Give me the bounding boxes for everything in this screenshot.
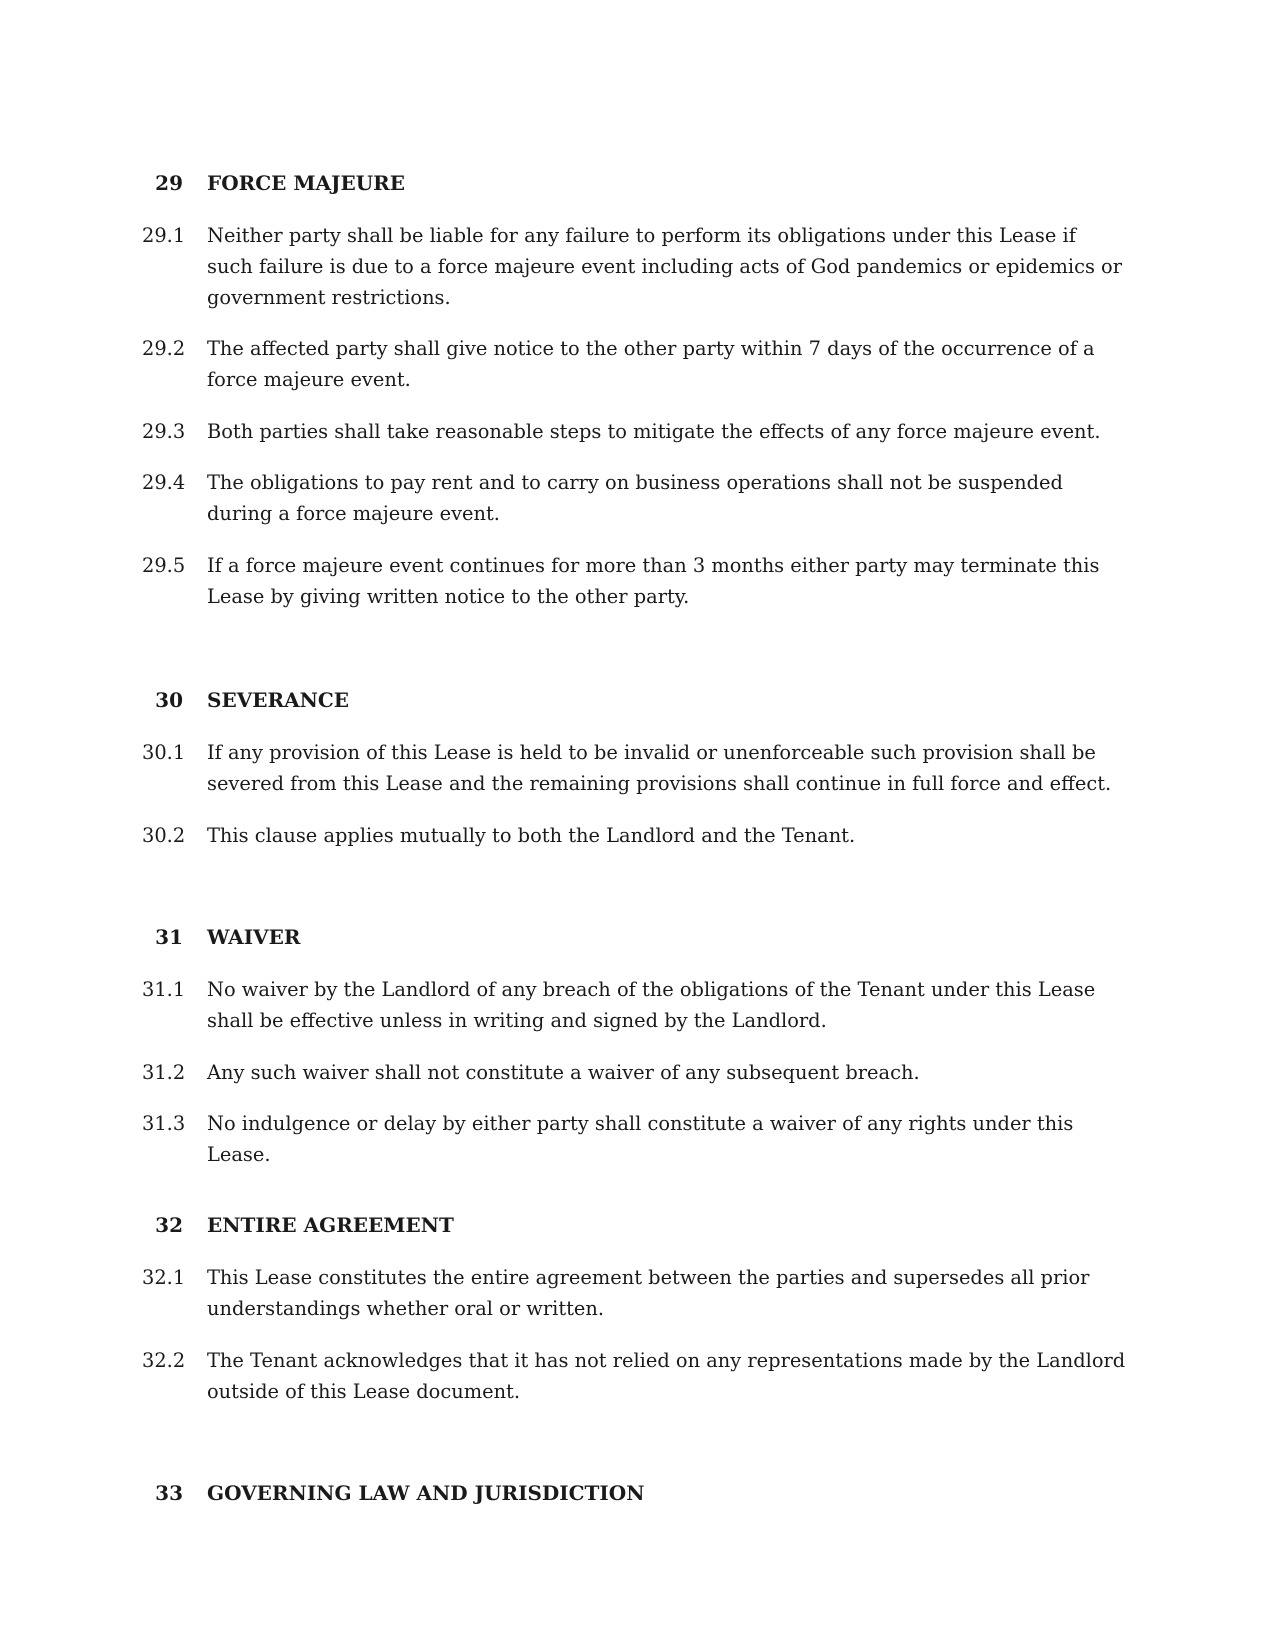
clause-number: 29.3: [142, 420, 186, 443]
section-number: 29: [155, 171, 183, 195]
section-heading: [0, 1478, 1275, 1508]
section-title: ENTIRE AGREEMENT: [207, 1213, 454, 1237]
clause-text: Neither party shall be liable for any failure to perform its obligations under this Lease if such failure is due to a force majeure event including acts of God pandemics or epidemics or government restrictions.: [207, 224, 1123, 309]
section-title: FORCE MAJEURE: [207, 171, 406, 195]
clause-text: If a force majeure event continues for more than 3 months either party may terminate this Lease by giving written notice to the other party.: [207, 554, 1100, 608]
section-title: WAIVER: [207, 925, 301, 949]
section-number: 33: [155, 1481, 183, 1505]
clause-text: The Tenant acknowledges that it has not relied on any representations made by the Landlord outside of this Lease document.: [207, 1349, 1126, 1403]
section-title: SEVERANCE: [207, 688, 350, 712]
section-title: GOVERNING LAW AND JURISDICTION: [207, 1481, 645, 1505]
clause-text: If any provision of this Lease is held to be invalid or unenforceable such provision shall be severed from this Lease and the remaining provisions shall continue in full force and effect.: [207, 741, 1112, 795]
section-number: 32: [155, 1213, 183, 1237]
section-number: 31: [155, 925, 183, 949]
clause-number: 31.2: [142, 1061, 186, 1084]
clause-number: 29.4: [142, 471, 186, 494]
clause-number: 31.3: [142, 1112, 186, 1135]
clause-text: This clause applies mutually to both the Landlord and the Tenant.: [207, 824, 856, 847]
section-heading: [0, 685, 1275, 715]
section-heading: [0, 1210, 1275, 1240]
section-heading: [0, 168, 1275, 198]
clause-text: Both parties shall take reasonable steps to mitigate the effects of any force majeure event.: [207, 420, 1101, 443]
clause-number: 32.2: [142, 1349, 186, 1372]
clause-text: No waiver by the Landlord of any breach of the obligations of the Tenant under this Lease shall be effective unless in writing and signed by the Landlord.: [207, 978, 1096, 1032]
clause-number: 32.1: [142, 1266, 186, 1289]
clause-number: 30.1: [142, 741, 186, 764]
section-heading: [0, 922, 1275, 952]
clause-number: 30.2: [142, 824, 186, 847]
section-number: 30: [155, 688, 183, 712]
clause-text: The obligations to pay rent and to carry on business operations shall not be suspended during a force majeure event.: [207, 471, 1063, 525]
clause-text: The affected party shall give notice to the other party within 7 days of the occurrence of a force majeure event.: [207, 337, 1095, 391]
clause-text: No indulgence or delay by either party shall constitute a waiver of any rights under this Lease.: [207, 1112, 1074, 1166]
clause-text: This Lease constitutes the entire agreement between the parties and supersedes all prior understandings whether oral or written.: [207, 1266, 1090, 1320]
clause-number: 31.1: [142, 978, 186, 1001]
clause-number: 29.2: [142, 337, 186, 360]
clause-text: Any such waiver shall not constitute a waiver of any subsequent breach.: [207, 1061, 920, 1084]
clause-number: 29.1: [142, 224, 186, 247]
clause-number: 29.5: [142, 554, 186, 577]
